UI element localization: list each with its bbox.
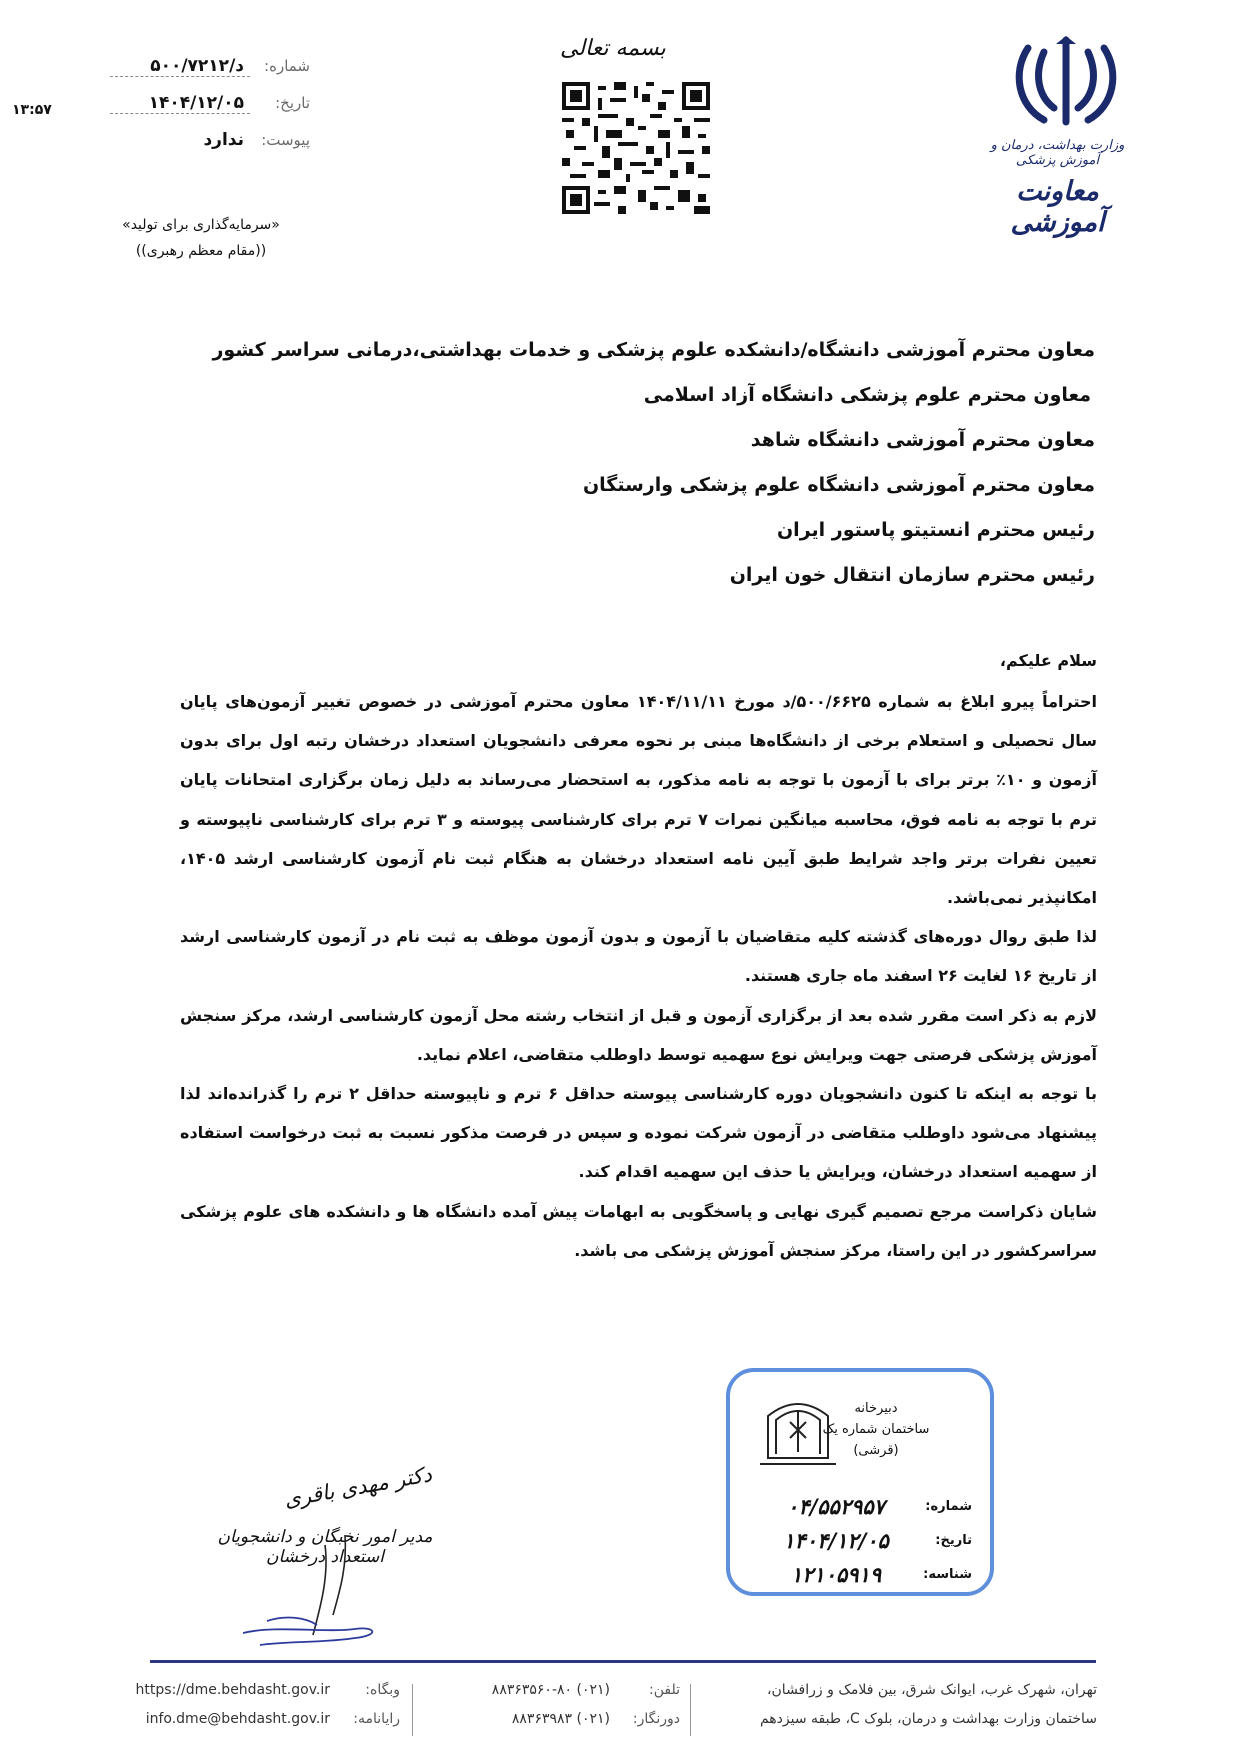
address-line: ساختمان وزارت بهداشت و درمان، بلوک C، طبقه سیزدهم — [759, 1711, 1097, 1727]
email-row — [145, 1705, 400, 1734]
footer-contact — [470, 1676, 680, 1740]
email-link[interactable]: info.dme@behdasht.gov.ir — [145, 1711, 330, 1727]
footer-web — [135, 1676, 400, 1740]
fax-label: دورنگار: — [632, 1711, 680, 1727]
stamp-office-line: ساختمان شماره یک — [822, 1422, 930, 1437]
stamp-id: ۱۲۱۰۵۹۱۹ — [790, 1561, 882, 1587]
meta-date-row — [110, 93, 310, 130]
body-paragraph: لازم به ذکر است مقرر شده بعد از برگزاری آزمون و قبل از انتخاب رشته محل آزمون کارشناسی ارشد، مرکز سنجش آموزش پزشکی فرصتی جهت ویرایش نوع سهمیه توسط داوطلب متقاضی، اعلام نماید. — [180, 1005, 1097, 1064]
fax-number: (۰۲۱) ۸۸۳۶۳۹۸۳ — [511, 1711, 610, 1727]
letter-body — [180, 640, 1097, 1270]
stamp-office-line: (قرشی) — [853, 1443, 899, 1458]
website-row — [135, 1676, 400, 1705]
phone-label: تلفن: — [649, 1682, 680, 1698]
stamp-number-row — [752, 1490, 972, 1522]
stamp-id-label: شناسه: — [923, 1566, 972, 1582]
recipient-line: معاون محترم آموزشی دانشگاه شاهد — [750, 429, 1095, 451]
attachment-label: پیوست: — [261, 131, 310, 149]
recipient-line: معاون محترم آموزشی دانشگاه علوم پزشکی وارستگان — [582, 474, 1095, 496]
university-seal-icon — [752, 1388, 844, 1472]
signatory-title: مدیر امور نخبگان و دانشجویان استعداد درخشان — [217, 1527, 433, 1567]
email-label: رایانامه: — [353, 1711, 400, 1727]
recipients-list — [212, 328, 1095, 598]
stamp-date: ۱۴۰۴/۱۲/۰۵ — [783, 1527, 889, 1553]
deputy-name: معاونت آموزشی — [1010, 176, 1105, 238]
stamp-office-line: دبیرخانه — [854, 1401, 898, 1416]
footer-separator — [412, 1684, 413, 1736]
time-stamp: ۱۳:۵۷ — [12, 102, 52, 118]
iran-emblem-icon — [1010, 34, 1122, 128]
meta-number-row — [110, 56, 310, 93]
website-link[interactable]: https://dme.behdasht.gov.ir — [135, 1682, 330, 1698]
ministry-name: وزارت بهداشت، درمان و آموزش پزشکی — [990, 138, 1125, 168]
slogan-line: «سرمایه‌گذاری برای تولید» — [122, 217, 280, 233]
bismillah: بسمه تعالی — [560, 36, 666, 61]
meta-attachment-row — [110, 130, 310, 167]
stamp-id-row — [752, 1558, 972, 1590]
fax-row — [470, 1705, 680, 1734]
greeting: سلام علیکم، — [999, 651, 1097, 670]
date-label: تاریخ: — [275, 94, 310, 112]
body-paragraph: با توجه به اینکه تا کنون دانشجویان دوره کارشناسی پیوسته حداقل ۶ ترم و ناپیوسته حداقل ۲ ترم را گذرانده‌اند لذا پیشنهاد می‌شود داوطلب متقاضی در آزمون شرکت نموده و سپس در فرصت مذکور نسبت به ثبت درخواست استفاده از سهمیه استعداد درخشان، ویرایش یا حذف این سهمیه اقدام کند. — [180, 1084, 1097, 1182]
stamp-number: ۰۴/۵۵۲۹۵۷ — [787, 1493, 885, 1519]
stamp-number-label: شماره: — [925, 1498, 972, 1514]
signatory-name: دکتر مهدی باقری — [282, 1462, 434, 1512]
stamp-date-row — [752, 1524, 972, 1556]
recipient-line: رئیس محترم انستیتو پاستور ایران — [776, 519, 1095, 541]
address-line: تهران، شهرک غرب، ایوانک شرق، بین فلامک و زرافشان، — [767, 1682, 1097, 1698]
slogan-attribution: ((مقام معظم رهبری)) — [135, 243, 267, 259]
qr-code-icon — [562, 82, 710, 214]
slogan — [96, 212, 306, 264]
footer-divider — [150, 1660, 1096, 1663]
letter-number: د/۵۰۰/۷۲۱۲ — [110, 56, 250, 77]
attachment-value: ندارد — [203, 130, 244, 150]
body-paragraph: لذا طبق روال دوره‌های گذشته کلیه متقاضیان با آزمون و بدون آزمون موظف به ثبت نام در آزمون کارشناسی ارشد از تاریخ ۱۶ لغایت ۲۶ اسفند ماه جاری هستند. — [180, 927, 1097, 986]
handwritten-signature-icon — [205, 1475, 445, 1675]
signature-block — [205, 1462, 445, 1675]
letter-date: ۱۴۰۴/۱۲/۰۵ — [110, 93, 250, 114]
recipient-line: رئیس محترم سازمان انتقال خون ایران — [729, 564, 1095, 586]
letter-meta — [110, 56, 310, 167]
phone-row — [470, 1676, 680, 1705]
stamp-date-label: تاریخ: — [935, 1532, 972, 1548]
phone-number: (۰۲۱) ۸۸۳۶۳۵۶۰-۸۰ — [491, 1682, 610, 1698]
footer-address — [737, 1676, 1097, 1740]
footer-separator — [690, 1684, 691, 1736]
recipient-line: معاون محترم آموزشی دانشگاه/دانشکده علوم پزشکی و خدمات بهداشتی،درمانی سراسر کشور — [212, 339, 1095, 361]
recipient-line: معاون محترم علوم پزشکی دانشگاه آزاد اسلامی — [643, 384, 1091, 406]
registry-stamp — [726, 1368, 994, 1596]
body-paragraph: شایان ذکراست مرجع تصمیم گیری نهایی و پاسخگویی به ابهامات پیش آمده دانشگاه ها و دانشکده های علوم پزشکی سراسرکشور در این راستا، مرکز سنجش آموزش پزشکی می باشد. — [180, 1201, 1097, 1260]
body-paragraph: احتراماً پیرو ابلاغ به شماره ۵۰۰/۶۶۲۵/د مورخ ۱۴۰۴/۱۱/۱۱ معاون محترم آموزشی در خصوص تغییر آزمون‌های پایان سال تحصیلی و استعلام برخی از دانشگاه‌ها مبنی بر نحوه معرفی دانشجویان استعداد درخشان رتبه اول برای بدون آزمون و ۱۰٪ برتر برای با آزمون با توجه به نامه مذکور، به استحضار می‌رساند به دلیل زمان برگزاری امتحانات پایان ترم با توجه به نامه فوق، محاسبه میانگین نمرات ۷ ترم برای کارشناسی پیوسته و ۳ ترم برای کارشناسی ناپیوسته و تعیین نفرات برتر واجد شرایط طبق آیین نامه استعداد درخشان به هنگام ثبت نام آزمون کارشناسی ارشد ۱۴۰۵، امکانپذیر نمی‌باشد. — [180, 692, 1098, 908]
number-label: شماره: — [264, 57, 310, 75]
website-label: وبگاه: — [365, 1682, 400, 1698]
